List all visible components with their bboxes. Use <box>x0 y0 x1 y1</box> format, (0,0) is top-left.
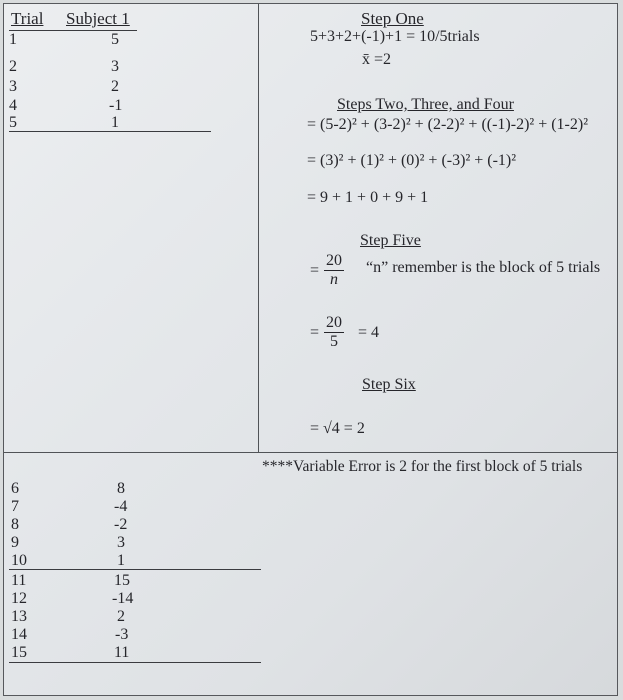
step-six-title: Step Six <box>362 376 416 393</box>
worksheet <box>3 3 618 696</box>
value-cell: 5 <box>111 31 119 48</box>
value-cell: 1 <box>117 552 125 569</box>
step-five-title: Step Five <box>360 232 421 249</box>
trial-cell: 13 <box>11 608 27 625</box>
trial-cell: 14 <box>11 626 27 643</box>
denominator: 5 <box>330 333 338 350</box>
value-cell: 2 <box>111 78 119 95</box>
value-cell: 15 <box>114 572 130 589</box>
value-cell: -1 <box>109 97 123 114</box>
squared-deviations: = (5-2)² + (3-2)² + (2-2)² + ((-1)-2)² + (1-2)² <box>307 116 589 133</box>
value-cell: 1 <box>111 114 119 131</box>
value-cell: -3 <box>115 626 129 643</box>
trial-cell: 2 <box>9 58 17 75</box>
value-cell: 3 <box>111 58 119 75</box>
value-cell: 3 <box>117 534 125 551</box>
trial-cell: 5 <box>9 114 17 131</box>
trial-cell: 8 <box>11 516 19 533</box>
value-cell: 8 <box>117 480 125 497</box>
block-rule <box>9 569 261 570</box>
trial-cell: 4 <box>9 97 17 114</box>
trial-cell: 15 <box>11 644 27 661</box>
trial-header: Trial <box>11 9 44 28</box>
equals-sign: = <box>310 324 320 341</box>
trial-cell: 11 <box>11 572 27 589</box>
fraction-20-over-5 <box>324 314 344 351</box>
trial-cell: 7 <box>11 498 19 515</box>
trial-cell: 9 <box>11 534 19 551</box>
trial-cell: 10 <box>11 552 27 569</box>
trial-cell: 12 <box>11 590 27 607</box>
numerator: 20 <box>326 314 342 331</box>
n-note: “n” remember is the block of 5 trials <box>366 259 601 276</box>
step-one-title: Step One <box>361 9 424 28</box>
trial-cell: 6 <box>11 480 19 497</box>
variance-result: = 4 <box>358 324 380 341</box>
header-rule <box>9 30 137 31</box>
value-cell: 11 <box>114 644 130 661</box>
trial-cell: 1 <box>9 31 17 48</box>
step-one-sum: 5+3+2+(-1)+1 = 10/5trials <box>310 28 480 45</box>
squared-values: = (3)² + (1)² + (0)² + (-3)² + (-1)² <box>307 152 517 169</box>
value-cell: -4 <box>114 498 128 515</box>
steps-two-three-four-title: Steps Two, Three, and Four <box>337 96 514 113</box>
value-cell: 2 <box>117 608 125 625</box>
square-root-result: = √4 = 2 <box>310 420 365 437</box>
value-cell: -14 <box>112 590 134 607</box>
block-rule <box>9 131 211 132</box>
section-divider <box>4 452 617 453</box>
denominator: n <box>330 271 338 288</box>
numerator: 20 <box>326 252 342 269</box>
fraction-20-over-n <box>324 252 344 289</box>
conclusion-note: ****Variable Error is 2 for the first block of 5 trials <box>262 458 583 475</box>
step-one-mean: x̄ =2 <box>362 51 392 68</box>
subject-header: Subject 1 <box>66 9 130 28</box>
trial-cell: 3 <box>9 78 17 95</box>
value-cell: -2 <box>114 516 128 533</box>
block-rule <box>9 662 261 663</box>
equals-sign: = <box>310 262 320 279</box>
column-divider <box>258 4 259 452</box>
squared-results: = 9 + 1 + 0 + 9 + 1 <box>307 189 429 206</box>
